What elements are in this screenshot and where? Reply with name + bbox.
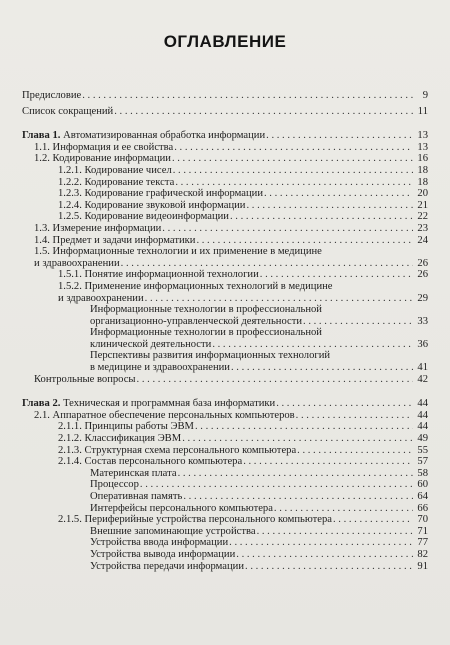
toc-entry [22, 177, 428, 189]
toc-entry [22, 526, 428, 538]
dot-leader [333, 514, 413, 526]
page-number: 18 [417, 176, 428, 188]
toc-entry-title [58, 188, 263, 200]
dot-leader [266, 130, 413, 142]
page-number: 29 [417, 292, 428, 304]
dot-leader [140, 479, 413, 491]
toc-entry-title [90, 362, 230, 374]
toc-entry-text: Процессор [90, 479, 139, 491]
toc-entry-text: Контрольные вопросы [34, 373, 136, 385]
page-number: 91 [417, 560, 428, 572]
dot-leader [178, 468, 413, 480]
toc-entry-text: Устройства вывода информации [90, 548, 236, 560]
dot-leader [297, 445, 413, 457]
toc-entry-text: 2.1. Аппаратное обеспечение персональных компьютеров [34, 409, 295, 421]
toc-entry-text: организационно-управленческой деятельности [90, 315, 303, 327]
toc-entry-text: Техническая и программная база информатики [63, 398, 276, 410]
toc-entry-text: 1.5.1. Понятие информационной технологии [58, 269, 259, 281]
page-number: 49 [417, 433, 428, 445]
toc-entry [22, 211, 428, 223]
toc-entry [22, 456, 428, 468]
page-number: 23 [417, 222, 428, 234]
toc-entry [22, 491, 428, 503]
toc-entry-title [90, 468, 177, 480]
dot-leader [229, 537, 413, 549]
toc-entry [22, 537, 428, 549]
dot-leader [276, 398, 413, 410]
toc-entry-title [22, 130, 265, 142]
page-number: 70 [417, 514, 428, 526]
toc-entry-title [90, 526, 256, 538]
toc-entry-title [58, 269, 259, 281]
toc-entry [22, 106, 428, 118]
toc-entry-text: 1.2.3. Кодирование графической информации [58, 188, 263, 200]
toc-entry [22, 304, 428, 327]
toc-entry [22, 90, 428, 102]
toc-entry [22, 269, 428, 281]
dot-leader [182, 433, 413, 445]
page-number: 22 [417, 211, 428, 223]
dot-leader [114, 106, 413, 118]
toc-entry-title [90, 479, 139, 491]
toc-entry-text: 1.4. Предмет и задачи информатики [34, 234, 196, 246]
page-number: 44 [417, 421, 428, 433]
toc-entry-text: 1.2.2. Кодирование текста [58, 176, 175, 188]
toc-entry-title [90, 503, 273, 515]
dot-leader [137, 374, 413, 386]
dot-leader [231, 362, 413, 374]
dot-leader [243, 456, 413, 468]
toc-entry-text: Устройства ввода информации [90, 537, 229, 549]
toc-entry-title [22, 90, 81, 102]
dot-leader [121, 258, 413, 270]
toc-entry-text: Оперативная память [90, 491, 183, 502]
toc-entry [22, 398, 428, 410]
page-number: 57 [417, 456, 428, 468]
toc-entry-title [58, 421, 194, 433]
toc-entry [22, 561, 428, 573]
toc-entry [22, 433, 428, 445]
toc-entry-title [90, 549, 235, 561]
dot-leader [246, 200, 413, 212]
toc-entry-line: 1.5.2. Применение информационных технологий в медицине [58, 280, 333, 292]
toc-entry-text: клинической деятельности [90, 338, 212, 350]
toc-entry-text: 2.1.5. Периферийные устройства персонального компьютера [58, 514, 332, 526]
toc-entry [22, 549, 428, 561]
page-number: 11 [417, 105, 428, 117]
toc-entry-title [58, 165, 172, 177]
toc-entry [22, 188, 428, 200]
chapter-label: Глава 1. [22, 130, 61, 142]
toc-entry-text: Устройства передачи информации [90, 560, 245, 572]
toc-entry-text: 1.3. Измерение информации [34, 222, 162, 234]
toc-entry-text: 2.1.3. Структурная схема персонального компьютера [58, 444, 297, 456]
dot-leader [236, 549, 413, 561]
dot-leader [274, 503, 413, 515]
toc-entry-title [58, 445, 296, 457]
dot-leader [296, 410, 413, 422]
table-of-contents [22, 90, 428, 572]
toc-entry-text: 1.2.5. Кодирование видеоинформации [58, 211, 229, 223]
page-title: ОГЛАВЛЕНИЕ [163, 32, 287, 51]
section-gap [22, 117, 428, 130]
dot-leader [145, 293, 413, 305]
dot-leader [82, 90, 413, 102]
toc-entry-text: и здравоохранении [34, 257, 120, 269]
toc-entry-title [34, 153, 171, 165]
toc-entry-title [22, 398, 275, 410]
toc-entry [22, 153, 428, 165]
page-number: 21 [417, 199, 428, 211]
toc-entry-text: Автоматизированная обработка информации [63, 130, 266, 142]
toc-entry [22, 410, 428, 422]
toc-entry [22, 327, 428, 350]
toc-entry-title [58, 433, 181, 445]
page-number: 71 [417, 525, 428, 537]
toc-entry-text: в медицине и здравоохранении [90, 362, 230, 374]
page-number: 24 [417, 234, 428, 246]
toc-entry-title [90, 561, 244, 573]
page-number: 60 [417, 479, 428, 491]
page-number: 33 [417, 315, 428, 327]
toc-entry-text: 2.1.1. Принципы работы ЭВМ [58, 421, 194, 433]
toc-entry-title [58, 211, 229, 223]
toc-entry-text: Материнская плата [90, 467, 177, 479]
toc-entry-title [58, 200, 245, 212]
toc-entry-title [58, 177, 174, 189]
page-number: 9 [422, 90, 428, 101]
toc-entry-text: Внешние запоминающие устройства [90, 525, 256, 537]
toc-entry [22, 130, 428, 142]
dot-leader [245, 561, 413, 573]
dot-leader [173, 165, 413, 177]
dot-leader [212, 339, 413, 351]
page-number: 55 [417, 444, 428, 456]
dot-leader [174, 142, 413, 154]
dot-leader [175, 177, 413, 189]
page-number: 64 [417, 491, 428, 502]
page-number: 20 [417, 188, 428, 200]
toc-entry-text: 1.2. Кодирование информации [34, 153, 171, 165]
toc-entry-line: 1.5. Информационные технологии и их применение в медицине [34, 246, 322, 258]
toc-entry-line: Информационные технологии в профессиональной [90, 327, 322, 339]
page-number: 26 [417, 269, 428, 281]
dot-leader [303, 316, 413, 328]
page-number: 13 [417, 141, 428, 153]
chapter-label: Глава 2. [22, 398, 61, 410]
toc-entry-text: 1.2.1. Кодирование чисел [58, 164, 172, 176]
toc-entry-text: 2.1.2. Классификация ЭВМ [58, 433, 182, 445]
toc-entry [22, 281, 428, 304]
toc-entry-title [90, 491, 182, 503]
toc-entry-text: 2.1.4. Состав персонального компьютера [58, 456, 243, 468]
page-number: 82 [417, 548, 428, 560]
toc-entry-title [34, 374, 136, 386]
toc-entry-text: Список сокращений [22, 105, 114, 117]
toc-entry-title [34, 142, 173, 154]
toc-entry [22, 200, 428, 212]
page-number: 44 [417, 398, 428, 410]
toc-entry [22, 246, 428, 269]
section-gap [22, 385, 428, 398]
toc-entry [22, 142, 428, 154]
dot-leader [162, 223, 413, 235]
toc-entry-text: 1.1. Информация и ее свойства [34, 141, 174, 153]
toc-entry [22, 468, 428, 480]
toc-entry-title [34, 410, 295, 422]
toc-entry [22, 235, 428, 247]
toc-entry-title [34, 235, 195, 247]
page-number: 58 [417, 467, 428, 479]
page-number: 26 [417, 257, 428, 269]
toc-entry [22, 514, 428, 526]
toc-entry [22, 479, 428, 491]
toc-entry-title [34, 223, 161, 235]
toc-entry-text: Интерфейсы персонального компьютера [90, 502, 273, 514]
toc-entry-title [22, 106, 113, 118]
dot-leader [264, 188, 413, 200]
page-number: 13 [417, 130, 428, 142]
toc-entry [22, 350, 428, 373]
toc-entry-title [34, 258, 120, 270]
toc-entry-title [90, 537, 228, 549]
dot-leader [183, 491, 413, 503]
toc-entry-title [58, 293, 144, 305]
toc-entry [22, 421, 428, 433]
toc-entry-title [90, 339, 211, 351]
toc-entry-title [58, 456, 242, 468]
page-number: 44 [417, 409, 428, 421]
page-number: 41 [417, 362, 428, 374]
toc-entry-title [90, 316, 302, 328]
page-number: 36 [417, 338, 428, 350]
page-number: 18 [417, 164, 428, 176]
dot-leader [230, 211, 413, 223]
toc-entry [22, 445, 428, 457]
toc-entry-title [58, 514, 332, 526]
dot-leader [196, 235, 413, 247]
page-number: 16 [417, 153, 428, 165]
page-number: 66 [417, 502, 428, 514]
toc-entry [22, 223, 428, 235]
toc-entry-text: Предисловие [22, 90, 82, 101]
toc-entry-line: Перспективы развития информационных технологий [90, 350, 331, 362]
toc-entry-text: 1.2.4. Кодирование звуковой информации [58, 199, 246, 211]
toc-entry [22, 165, 428, 177]
page-number: 42 [417, 373, 428, 385]
dot-leader [257, 526, 413, 538]
toc-entry-text: и здравоохранении [58, 292, 144, 304]
toc-entry [22, 503, 428, 515]
dot-leader [172, 153, 413, 165]
dot-leader [260, 269, 413, 281]
page-number: 77 [417, 537, 428, 549]
toc-entry-line: Информационные технологии в профессиональной [90, 304, 322, 316]
toc-entry [22, 374, 428, 386]
dot-leader [195, 421, 413, 433]
